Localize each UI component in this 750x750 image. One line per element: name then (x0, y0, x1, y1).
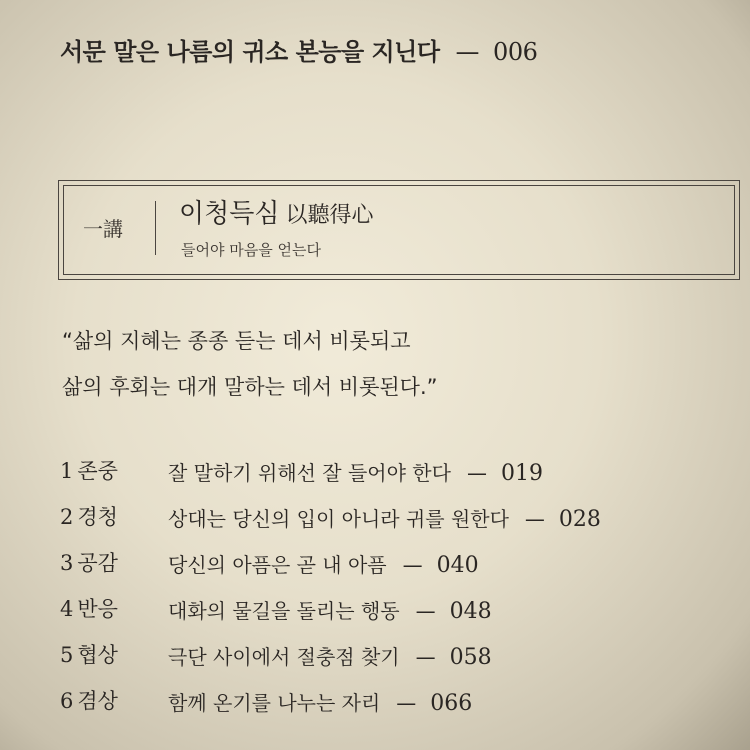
toc-page-number: 048 (449, 599, 492, 624)
preface-dash: — (455, 38, 480, 66)
toc-page-number: 066 (430, 691, 473, 716)
toc-title-text: 당신의 아픔은 곧 내 아픔 (168, 553, 387, 577)
chapter-title (179, 193, 373, 230)
toc-section-number: 5 (60, 643, 74, 667)
toc-dash: — (415, 599, 436, 623)
toc-dash: — (415, 645, 436, 669)
toc-section-number: 2 (60, 505, 74, 529)
toc-entry-title (168, 457, 543, 486)
chapter-title-hanja: 以聽得心 (285, 203, 374, 228)
toc-section-label (60, 593, 118, 623)
toc-entry-title (168, 595, 492, 624)
toc-entry-title (168, 503, 601, 532)
toc-page-number: 058 (449, 645, 492, 670)
chapter-heading-inner-border (63, 185, 735, 275)
toc-section-number: 4 (60, 597, 74, 621)
preface-title: 서문 말은 나름의 귀소 본능을 지닌다 (60, 38, 440, 66)
toc-section-name: 겸상 (77, 689, 118, 713)
toc-entry-title (168, 687, 472, 716)
toc-entry (60, 547, 720, 593)
toc-dash: — (466, 461, 487, 485)
toc-section-name: 협상 (77, 643, 118, 667)
toc-entry (60, 593, 720, 639)
toc-title-text: 상대는 당신의 입이 아니라 귀를 원한다 (168, 507, 509, 531)
toc-title-text: 대화의 물길을 돌리는 행동 (168, 599, 400, 623)
toc-entry (60, 501, 720, 547)
chapter-title-korean: 이청득심 (179, 199, 280, 229)
table-of-contents (60, 455, 720, 731)
toc-section-label (60, 455, 118, 485)
toc-page-number: 019 (500, 461, 543, 486)
epigraph-quote (62, 318, 438, 410)
toc-entry (60, 685, 720, 731)
toc-section-number: 3 (60, 551, 74, 575)
toc-entry-title (168, 641, 492, 670)
toc-section-label (60, 547, 118, 577)
toc-section-name: 반응 (77, 597, 118, 621)
chapter-subtitle: 들어야 마음을 얻는다 (181, 241, 321, 259)
toc-entry (60, 455, 720, 501)
quote-line-2: 삶의 후회는 대개 말하는 데서 비롯된다.” (62, 375, 438, 399)
toc-dash: — (396, 691, 417, 715)
toc-section-number: 1 (60, 459, 74, 483)
quote-line-1: “삶의 지혜는 종종 듣는 데서 비롯되고 (62, 329, 411, 353)
toc-title-text: 함께 온기를 나누는 자리 (168, 691, 381, 715)
toc-title-text: 극단 사이에서 절충점 찾기 (168, 645, 400, 669)
toc-dash: — (402, 553, 423, 577)
toc-page-number: 028 (558, 507, 601, 532)
toc-entry (60, 639, 720, 685)
toc-page-number: 040 (436, 553, 479, 578)
toc-title-text: 잘 말하기 위해선 잘 들어야 한다 (168, 461, 451, 485)
chapter-divider (155, 201, 156, 255)
toc-section-name: 존중 (77, 459, 118, 483)
toc-entry-title (168, 549, 479, 578)
preface-entry (60, 32, 537, 67)
toc-section-name: 공감 (77, 551, 118, 575)
chapter-number: 一講 (83, 217, 123, 241)
preface-page-number: 006 (493, 38, 538, 66)
toc-dash: — (524, 507, 545, 531)
toc-section-label (60, 639, 118, 669)
chapter-heading-box (58, 180, 740, 280)
toc-section-label (60, 685, 118, 715)
toc-section-number: 6 (60, 689, 74, 713)
toc-section-name: 경청 (77, 505, 118, 529)
toc-section-label (60, 501, 118, 531)
